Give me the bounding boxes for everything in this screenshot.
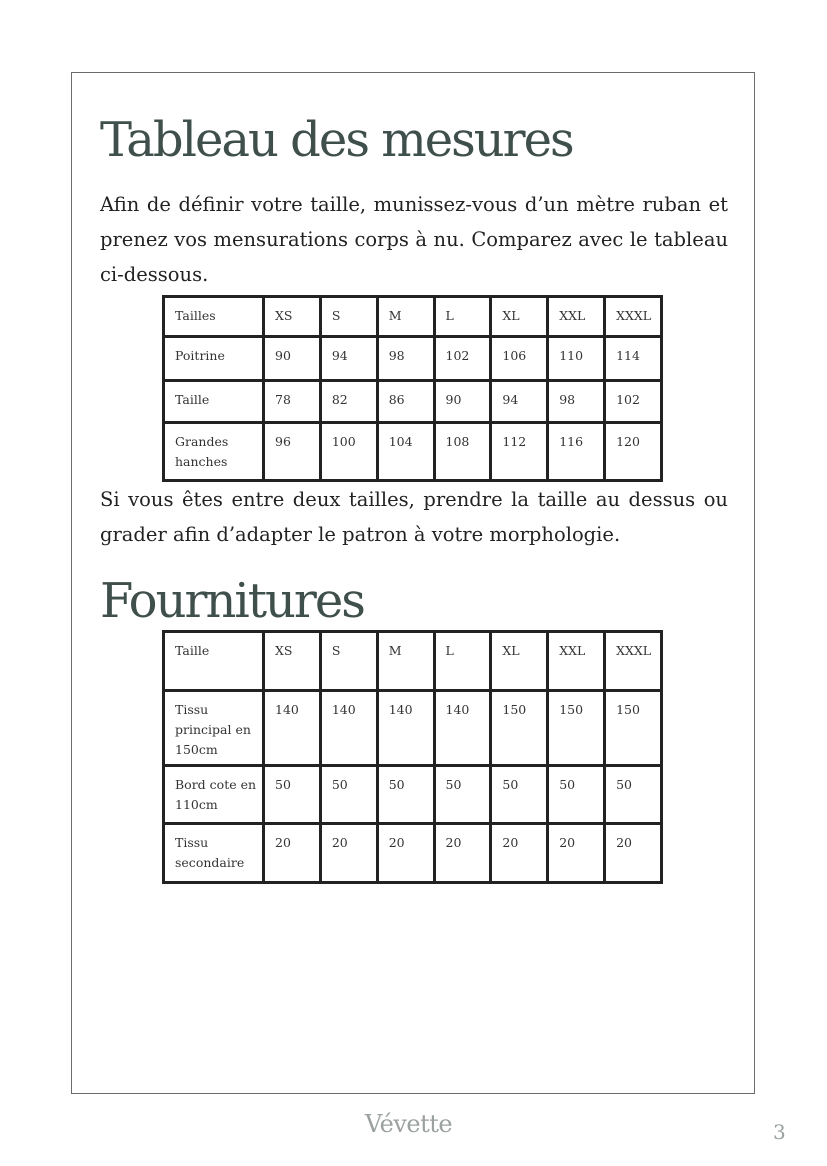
- table-cell: 150: [491, 691, 548, 766]
- table-cell: 86: [377, 381, 434, 423]
- table-cell: 50: [548, 766, 605, 824]
- table-cell: 98: [548, 381, 605, 423]
- size-note-paragraph: Si vous êtes entre deux tailles, prendre la taille au dessus ou grader afin d’adapter le patron à votre morphologie.: [100, 488, 728, 546]
- table-row: [164, 632, 662, 691]
- table-cell: 98: [377, 337, 434, 381]
- table-cell: 100: [320, 423, 377, 481]
- table-cell: 50: [605, 766, 662, 824]
- table-cell: XXXL: [605, 632, 662, 691]
- table-cell: 140: [264, 691, 321, 766]
- table-cell: 102: [605, 381, 662, 423]
- row-label: Tissu principal en 150cm: [164, 691, 264, 766]
- table-cell: XXL: [548, 297, 605, 337]
- table-cell: M: [377, 297, 434, 337]
- table-cell: 94: [320, 337, 377, 381]
- table-cell: L: [434, 632, 491, 691]
- row-label: Taille: [164, 632, 264, 691]
- table-cell: 20: [434, 824, 491, 883]
- table-cell: 116: [548, 423, 605, 481]
- row-label: Grandes hanches: [164, 423, 264, 481]
- table-cell: 150: [548, 691, 605, 766]
- table-cell: 50: [264, 766, 321, 824]
- table-cell: 112: [491, 423, 548, 481]
- table-cell: M: [377, 632, 434, 691]
- table-cell: 20: [548, 824, 605, 883]
- table-cell: 50: [491, 766, 548, 824]
- table-row: [164, 766, 662, 824]
- section-title-measurements: Tableau des mesures: [100, 112, 573, 168]
- row-label: Poitrine: [164, 337, 264, 381]
- table-cell: 94: [491, 381, 548, 423]
- table-cell: 96: [264, 423, 321, 481]
- table-row: [164, 381, 662, 423]
- table-cell: L: [434, 297, 491, 337]
- table-row: [164, 691, 662, 766]
- row-label: Tissu secondaire: [164, 824, 264, 883]
- page-number: 3: [773, 1120, 786, 1144]
- table-cell: 120: [605, 423, 662, 481]
- table-cell: 150: [605, 691, 662, 766]
- table-cell: 104: [377, 423, 434, 481]
- table-cell: 20: [491, 824, 548, 883]
- brand-logo: Vévette: [365, 1110, 453, 1138]
- table-row: [164, 337, 662, 381]
- table-cell: 82: [320, 381, 377, 423]
- table-cell: 140: [434, 691, 491, 766]
- table-cell: 50: [377, 766, 434, 824]
- table-cell: 20: [605, 824, 662, 883]
- table-cell: XS: [264, 297, 321, 337]
- table-row: [164, 297, 662, 337]
- table-cell: 90: [264, 337, 321, 381]
- measurements-table: [162, 295, 663, 482]
- table-cell: 20: [320, 824, 377, 883]
- table-cell: 20: [377, 824, 434, 883]
- table-cell: 140: [377, 691, 434, 766]
- section-title-supplies: Fournitures: [100, 573, 364, 629]
- table-cell: XXL: [548, 632, 605, 691]
- row-label: Bord cote en 110cm: [164, 766, 264, 824]
- table-cell: XXXL: [605, 297, 662, 337]
- table-cell: 102: [434, 337, 491, 381]
- table-cell: 140: [320, 691, 377, 766]
- table-cell: 50: [434, 766, 491, 824]
- supplies-table: [162, 630, 663, 884]
- table-cell: 50: [320, 766, 377, 824]
- table-cell: 78: [264, 381, 321, 423]
- table-cell: 90: [434, 381, 491, 423]
- table-row: [164, 423, 662, 481]
- table-cell: XL: [491, 297, 548, 337]
- table-cell: 110: [548, 337, 605, 381]
- table-row: [164, 824, 662, 883]
- table-cell: XL: [491, 632, 548, 691]
- table-cell: XS: [264, 632, 321, 691]
- row-label: Tailles: [164, 297, 264, 337]
- table-cell: 106: [491, 337, 548, 381]
- table-cell: S: [320, 632, 377, 691]
- table-cell: 20: [264, 824, 321, 883]
- table-cell: 114: [605, 337, 662, 381]
- row-label: Taille: [164, 381, 264, 423]
- intro-paragraph: Afin de définir votre taille, munissez-vous d’un mètre ruban et prenez vos mensurations corps à nu. Comparez avec le tableau ci-dessous.: [100, 193, 728, 286]
- table-cell: 108: [434, 423, 491, 481]
- table-cell: S: [320, 297, 377, 337]
